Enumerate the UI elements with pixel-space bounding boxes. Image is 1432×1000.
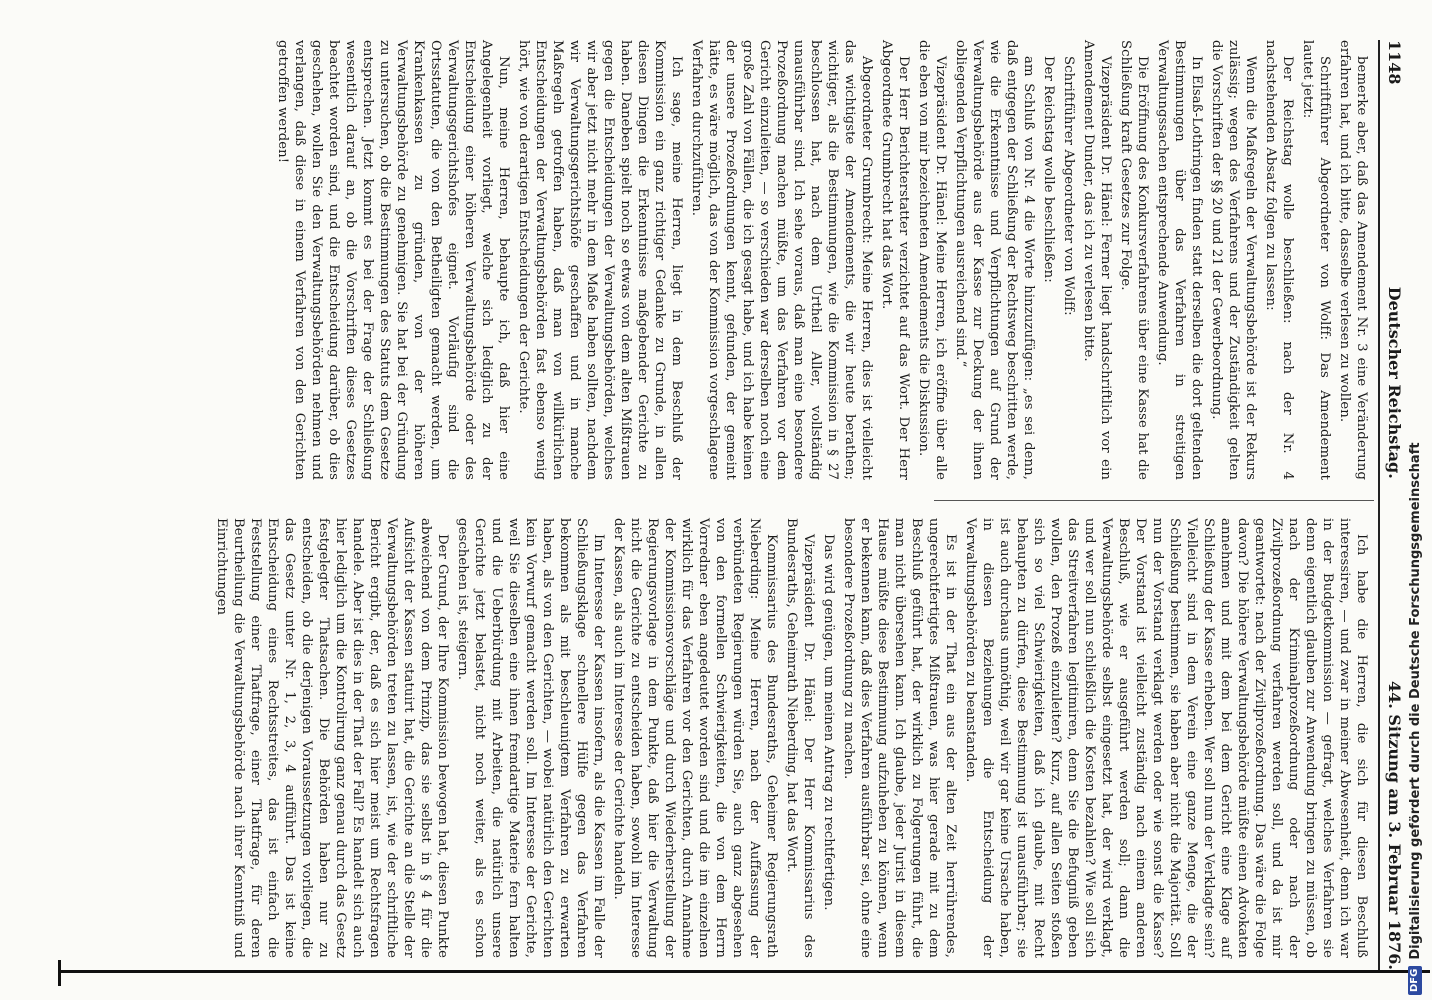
page-number: 1148 [1385,40,1405,85]
paragraph: Es ist in der That ein aus der alten Zeit herrührendes, ungerechtfertigtes Mißtrauen, was hier gerade mit zu dem Beschluß geführt hat, der wirklich zu Folgerungen führt, die man nicht übersehen kann. Ich glaube, jeder Jurist in diesem Hause müßte diese Bestimmung aufzuheben zu können, wenn er bekennen kann, daß dies Verfahren ausführbar sei, ohne eine besondere Prozeßordnung zu machen. [841,518,958,958]
bottom-frame-line [60,970,1430,973]
digitization-credit [1404,395,1426,995]
paragraph: Wenn die Maßregeln der Verwaltungsbehörde ist der Rekurs zulässig; wegen des Verfahrens und der Zuständigkeit gelten die Vorschriften der §§ 20 und 21 der Gewerbeordnung. [1209,40,1258,480]
paragraph: Der Grund, der Ihre Kommission bewogen hat, diesen Punkte abweichend von dem Prinzip, das sie selbst in § 4 für die Aufsicht der Kassen statuirt hat, die Gerichte an die Stelle der Verwaltungsbehörden treten zu lassen, ist, wie der schriftliche Bericht ergibt, der, daß es sich hier meist um Rechtsfragen handele. Aber ist dies in der That der Fall? Es handelt sich auch hier lediglich um die Kontrolirung ganz genau durch das Gesetz festgelegter Thatsachen. Die Behörden haben nur zu entscheiden, ob die derjenigen Voraussetzungen vorliegen, die das Gesetz unter Nr. 1, 2, 3, 4 aufführt. Das ist keine Entscheidung eines Rechtsstreites, das ist einfach die Feststellung einer Thatfrage, einer Thatfrage, für deren Beurtheilung die Verwaltungsbehörde nach ihrer Kenntniß und Einrichtungen [214,518,450,958]
paragraph: Die Eröffnung des Konkursverfahrens über eine Kasse hat die Schließung kraft Gesetzes zur Folge. [1118,40,1150,480]
paragraph: Ich sage, meine Herren, liegt in dem Beschluß der Kommission ein ganz richtiger Gedanke zu Grunde, in allen diesen Dingen die Erkenntnisse maßgebender Gerichte zu haben. Daneben spielt noch so etwas von dem alten Mißtrauen gegen die Entscheidungen der Verwaltungsbehörden, welches wir aber jetzt nicht mehr in dem Maße haben sollten, nachdem wir Verwaltungsgerichtshöfe geschaffen und in manche Maßregeln getroffen haben, daß man von willkürlichen Entscheidungen der Verwaltungsbehörden fast ebenso wenig hört, wie von derartigen Entscheidungen der Gerichte. [516,40,684,480]
credit-text: Digitalisierung gefördert durch die Deutsche Forschungsgemeinschaft [1407,442,1423,960]
paragraph: am Schluß von Nr. 4 die Worte hinzuzufügen: „es sei denn, daß entgegen der Schließung der Rechtsweg beschritten werde, wie die Erkenntnisse und Verpflichtungen auf Grund der Verwaltungsbehörde aus der Kasse zur Deckung der ihnen obliegenden Verpflichtungen ausreichend sind.“ [953,40,1036,480]
journal-title: Deutscher Reichstag. [1385,286,1405,479]
paragraph: Der Reichstag wolle beschließen: [1041,56,1056,283]
paragraph: Nun, meine Herren, behaupte ich, daß hier eine Angelegenheit vorliegt, welche sich lediglich zu der Entscheidung einer höheren Verwaltungsbehörde oder des Verwaltungsgerichtshofes eignet. Vorläufig sind die Ortsstatuten, die von den Betheiligten gemacht werden, um Krankenkassen zu gründen, von der höheren Verwaltungsbehörde zu genehmigen. Sie hat bei der Gründung zu untersuchen, ob die Bestimmungen des Statuts dem Gesetze entsprechen. Jetzt kommt es bei der Frage der Schließung wesentlich darauf an, ob die Vorschriften dieses Gesetzes beachtet worden sind, und die Entscheidung darüber, ob dies geschehen, wollen Sie den Verwaltungsbehörden nehmen und verlangen, daß diese in einem Verfahren von den Gerichten getroffen werden! [275,40,511,480]
frame-corner-mark [58,960,61,986]
paragraph: bemerke aber, daß das Amendement Nr. 3 eine Veränderung erfahren hat, und ich bitte, dasselbe verlesen zu wollen. [1337,40,1369,480]
paragraph: Abgeordneter Grumbrecht: Meine Herren, dies ist vielleicht das wichtigste der Amendements, die wir heute berathen; wichtiger, als die Bestimmungen, wie die Kommission in § 27 beschlossen hat, nach dem Urtheil Aller, vollständig unausführbar sind. Ich sehe voraus, daß man eine besondere Prozeßordnung machen müßte, um das Verfahren vor dem Gericht einzuleiten, — so verschieden war derselben noch eine große Zahl von Fällen, die ich gesagt habe, und ich habe keinen der unsere Prozeßordnungen kennt, gefunden, der gemeint hätte, es wäre möglich, das von der Kommission vorgeschlagene Verfahren durchzuführen. [689,40,874,480]
paragraph: Vizepräsident Dr. Hänel: Ferner liegt handschriftlich vor ein Amendement Dunder, das ich zu verlesen bitte. [1081,40,1113,480]
paragraph: Der Reichstag wolle beschließen: nach der Nr. 4 nachstehenden Absatz folgen zu lassen: [1263,40,1295,480]
right-column [210,518,1370,958]
paragraph: Im Interesse der Kassen insofern, als die Kassen im Falle der Schließungsklage schnellere Hülfe gegen das Verfahren bekommen als mit beschleunigtem Verfahren zu erwarten haben, als von den Gerichten, — wobei natürlich den Gerichten kein Vorwurf gemacht werden soll. Im Interesse der Gerichte, weil Sie dieselben eine ihnen fremdartige Materie fern halten und die Ueberbürdung mit Arbeiten, die natürlich unsere Gerichte jetzt belastet, nicht noch weiter, als es schon geschehen ist, steigern. [455,518,606,958]
dfg-logo: DFG [1408,966,1422,995]
session-title: 44. Sitzung am 3. Februar 1876. [1385,680,1405,970]
paragraph: Schriftführer Abgeordneter von Wolff: Das Amendement lautet jetzt: [1300,40,1332,480]
rotated-page-content [120,40,1410,970]
column-separator [934,500,1374,501]
left-column [271,40,1370,480]
paragraph: Das wird genügen, um meinen Antrag zu rechtfertigen. [821,534,836,911]
paragraph: Kommissarius des Bundesraths, Geheimer Regierungsrath Nieberding: Meine Herren, nach der Auffassung der verbündeten Regierungen würden Sie, auch ganz abgesehen von den formellen Schwierigkeiten, die von dem Herrn Vorredner eben angedeutet worden sind und die im einzelnen wirklich für das Verfahren vor den Gerichten, durch Annahme der Kommissionsvorschläge und durch Wiederherstellung der Regierungsvorlage in dem Punkte, daß hier die Verwaltung nicht die Gerichte zu entscheiden haben, sowohl im Interesse der Kassen, als auch im Interesse der Gerichte handeln. [611,518,779,958]
paragraph: Vizepräsident Dr. Hänel: Meine Herren, ich eröffne über alle die eben von mir bezeichneten Amendements die Diskussion. [916,40,948,480]
paragraph: Vizepräsident Dr. Hänel: Der Herr Kommissarius des Bundesraths, Geheimrath Nieberding, hat das Wort. [784,518,816,958]
paragraph: Schriftführer Abgeordneter von Wolff: [1061,56,1076,316]
paragraph: Ich habe die Herren, die sich für diesen Beschluß interessiren, — und zwar in meiner Abwesenheit, denn ich war in der Budgetkommission — gefragt, welches Verfahren sie denn eigentlich glauben zur Anwendung bringen zu müssen, ob nach der Kriminalprozeßordnung oder nach der Zivilprozeßordnung verfahren werden soll, und da ist mir geantwortet: nach der Zivilprozeßordnung. Das wäre die Folge davon? Die höhere Verwaltungsbehörde müßte einen Advokaten annehmen und mit dem bei dem Gericht eine Klage auf Schließung der Kasse erheben. Wer soll nun der Verklagte sein? Vielleicht sind in dem Verein eine ganze Menge, die der Schließung bestimmen, sie haben aber nicht die Majorität. Soll nun der Vorstand verklagt werden oder wie sonst die Kasse? Der Vorstand ist vielleicht zuständig nach einem anderen Beschluß, wie er ausgeführt werden soll; dann die Verwaltungsbehörde selbst eingesetzt hat, der wird verklagt, und wer soll nun schließlich die Kosten bezahlen? Wie soll sich das Streitverfahren legitimiren, denn Sie die Befugniß geben wollen, den Prozeß einzuleiten? Kurz, auf allen Seiten stoßen sich so viel Schwierigkeiten, daß ich glaube, mit Recht behaupten zu dürfen, diese Bestimmung ist unausführbar; sie ist auch durchaus unnöthig, weil wir gar keine Ursache haben, in diesen Beziehungen die Entscheidung der Verwaltungsbehörden zu beanstanden. [963,518,1369,958]
paragraph: Der Herr Berichterstatter verzichtet auf das Wort. Der Herr Abgeordnete Grumbrecht hat das Wort. [879,40,911,480]
paragraph: In Elsaß-Lothringen finden statt derselben die dort geltenden Bestimmungen über das Verfahren in streitigen Verwaltungssachen entsprechende Anwendung. [1155,40,1204,480]
